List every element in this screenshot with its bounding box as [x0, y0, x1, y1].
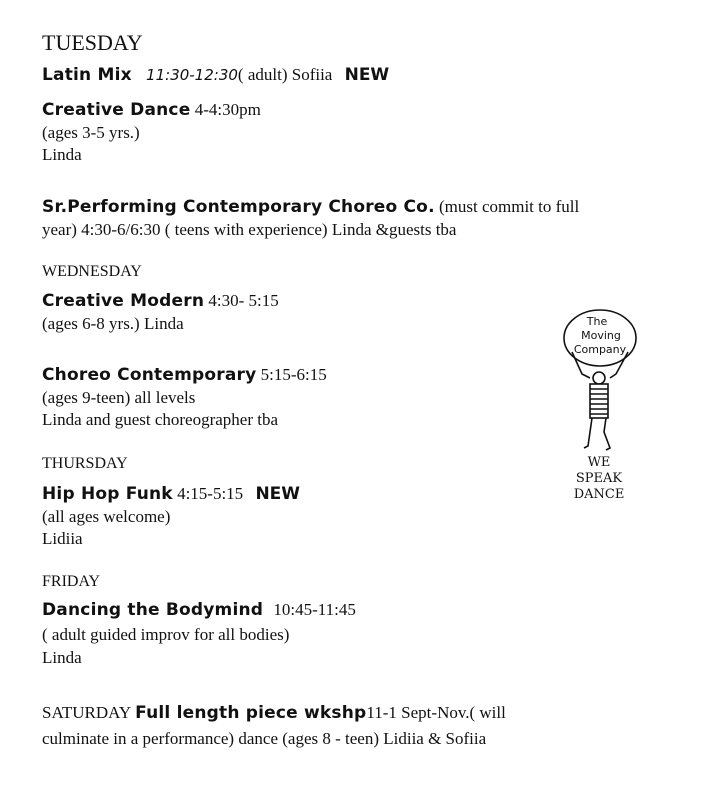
hip-hop-funk-detail: (all ages welcome): [42, 507, 171, 526]
saturday-heading: SATURDAY: [42, 703, 132, 722]
creative-dance-time: 4-4:30pm: [194, 100, 261, 119]
moving-company-logo: [552, 308, 652, 513]
senior-company-entry: [42, 196, 579, 218]
logo-slogan-we: WE: [587, 455, 611, 470]
hip-hop-funk-teacher: Lidiia: [42, 529, 83, 548]
thursday-heading: THURSDAY: [42, 455, 128, 472]
hip-hop-funk-new-badge: NEW: [255, 484, 301, 504]
latin-mix-new-badge: NEW: [344, 65, 390, 85]
choreo-contemporary-time: 5:15-6:15: [260, 365, 327, 384]
bodymind-teacher: Linda: [42, 648, 82, 667]
choreo-contemporary-detail: (ages 9-teen) all levels: [42, 388, 196, 407]
logo-text-company: Company: [573, 343, 627, 356]
latin-mix-entry: [42, 64, 389, 86]
senior-company-detail: (must commit to full: [438, 197, 580, 216]
creative-modern-title: Creative Modern: [42, 291, 205, 311]
bodymind-time: 10:45-11:45: [273, 600, 356, 619]
saturday-entry: [42, 702, 506, 724]
creative-dance-ages: (ages 3-5 yrs.): [42, 123, 140, 142]
friday-heading: FRIDAY: [42, 573, 101, 590]
creative-modern-time: 4:30- 5:15: [208, 291, 279, 310]
tuesday-heading: TUESDAY: [42, 30, 143, 55]
creative-dance-teacher: Linda: [42, 145, 82, 164]
creative-modern-entry: [42, 290, 279, 312]
wednesday-heading: WEDNESDAY: [42, 263, 142, 280]
creative-dance-entry: [42, 99, 261, 121]
logo-text-the: The: [586, 315, 608, 328]
hip-hop-funk-entry: [42, 483, 300, 505]
creative-dance-title: Creative Dance: [42, 100, 191, 120]
senior-company-detail-line2: year) 4:30-6/6:30 ( teens with experience) Linda &guests tba: [42, 220, 457, 239]
choreo-contemporary-teacher: Linda and guest choreographer tba: [42, 410, 279, 429]
full-length-workshop-title: Full length piece wkshp: [135, 703, 367, 723]
hip-hop-funk-title: Hip Hop Funk: [42, 484, 173, 504]
logo-slogan-speak: SPEAK: [575, 471, 623, 486]
choreo-contemporary-entry: [42, 364, 327, 386]
creative-modern-detail: (ages 6-8 yrs.) Linda: [42, 314, 184, 333]
bodymind-title: Dancing the Bodymind: [42, 600, 264, 620]
latin-mix-detail: ( adult) Sofiia: [237, 65, 333, 84]
logo-text-moving: Moving: [581, 329, 621, 342]
choreo-contemporary-title: Choreo Contemporary: [42, 365, 257, 385]
latin-mix-title: Latin Mix: [42, 65, 132, 85]
logo-slogan-dance: DANCE: [573, 487, 625, 502]
hip-hop-funk-time: 4:15-5:15: [177, 484, 244, 503]
full-length-workshop-detail: 11-1 Sept-Nov.( will: [366, 703, 506, 722]
latin-mix-time: 11:30-12:30: [146, 66, 238, 84]
bodymind-detail: ( adult guided improv for all bodies): [42, 625, 290, 644]
full-length-workshop-detail-line2: culminate in a performance) dance (ages 8 - teen) Lidiia & Sofiia: [42, 729, 487, 748]
bodymind-entry: [42, 599, 356, 621]
senior-company-title: Sr.Performing Contemporary Choreo Co.: [42, 197, 435, 217]
